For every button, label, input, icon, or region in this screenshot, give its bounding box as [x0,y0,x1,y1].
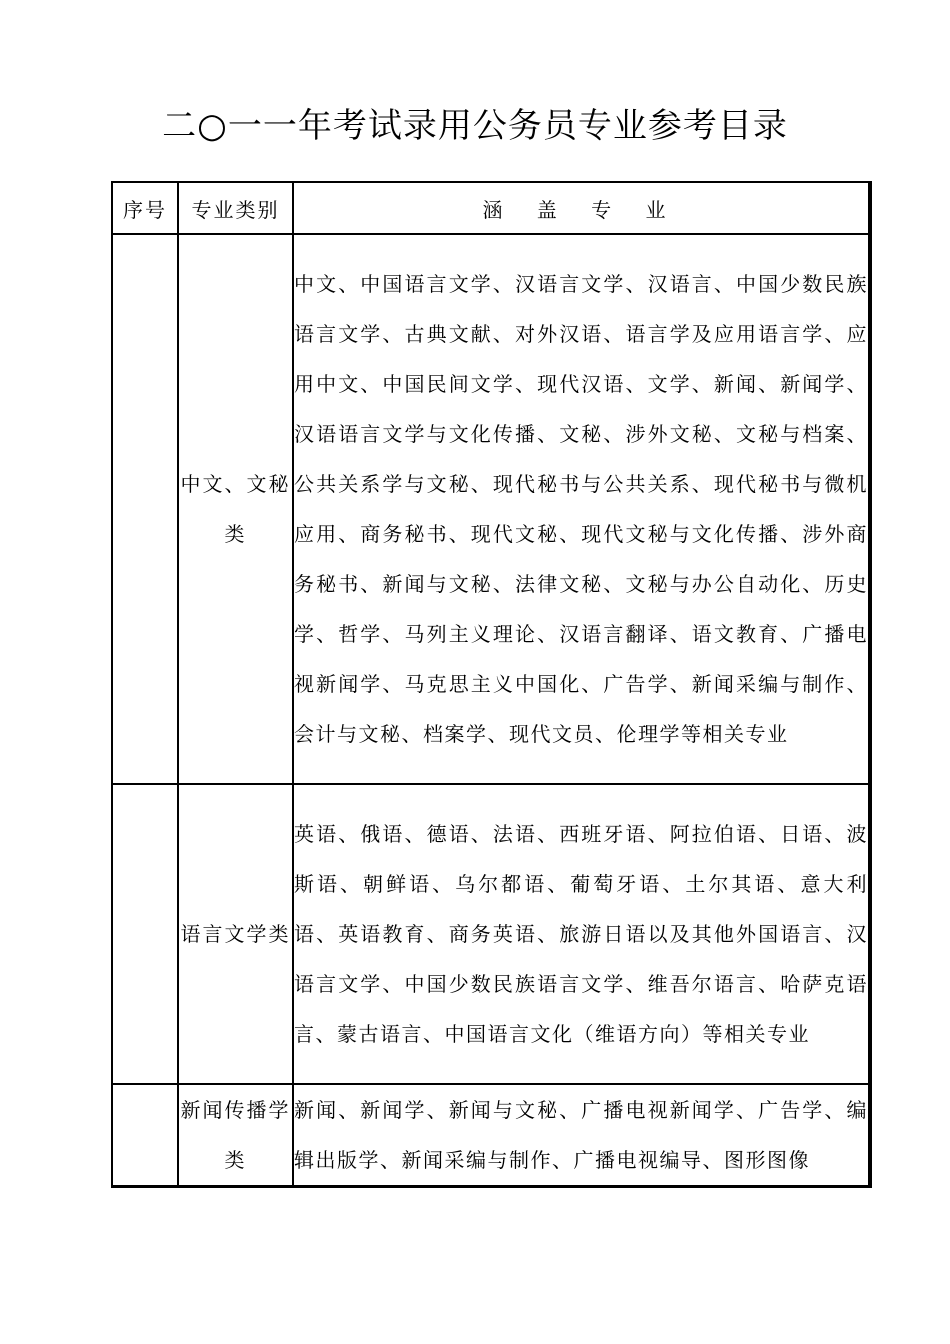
major-catalog-table [111,181,872,1188]
row-majors: 新闻、新闻学、新闻与文秘、广播电视新闻学、广告学、编辑出版学、新闻采编与制作、广播电视编导、图形图像 [293,1084,870,1187]
row-majors: 中文、中国语言文学、汉语言文学、汉语言、中国少数民族语言文学、古典文献、对外汉语、语言学及应用语言学、应用中文、中国民间文学、现代汉语、文学、新闻、新闻学、汉语语言文学与文化传播、文秘、涉外文秘、文秘与档案、公共关系学与文秘、现代秘书与公共关系、现代秘书与微机应用、商务秘书、现代文秘、现代文秘与文化传播、涉外商务秘书、新闻与文秘、法律文秘、文秘与办公自动化、历史学、哲学、马列主义理论、汉语言翻译、语文教育、广播电视新闻学、马克思主义中国化、广告学、新闻采编与制作、会计与文秘、档案学、现代文员、伦理学等相关专业 [293,234,870,784]
row-seq [112,784,178,1084]
table-row [112,1084,870,1187]
page-title: 二○一一年考试录用公务员专业参考目录 [162,106,788,146]
row-seq [112,234,178,784]
header-category: 专业类别 [178,182,293,234]
table-header-row [112,182,870,234]
row-category: 新闻传播学类 [178,1084,293,1187]
row-category: 中文、文秘类 [178,234,293,784]
header-seq: 序号 [112,182,178,234]
table-row [112,784,870,1084]
row-category: 语言文学类 [178,784,293,1084]
table-row [112,234,870,784]
row-seq [112,1084,178,1187]
row-majors: 英语、俄语、德语、法语、西班牙语、阿拉伯语、日语、波斯语、朝鲜语、乌尔都语、葡萄牙语、土尔其语、意大利语、英语教育、商务英语、旅游日语以及其他外国语言、汉语言文学、中国少数民族语言文学、维吾尔语言、哈萨克语言、蒙古语言、中国语言文化（维语方向）等相关专业 [293,784,870,1084]
header-majors: 涵 盖 专 业 [293,182,870,234]
